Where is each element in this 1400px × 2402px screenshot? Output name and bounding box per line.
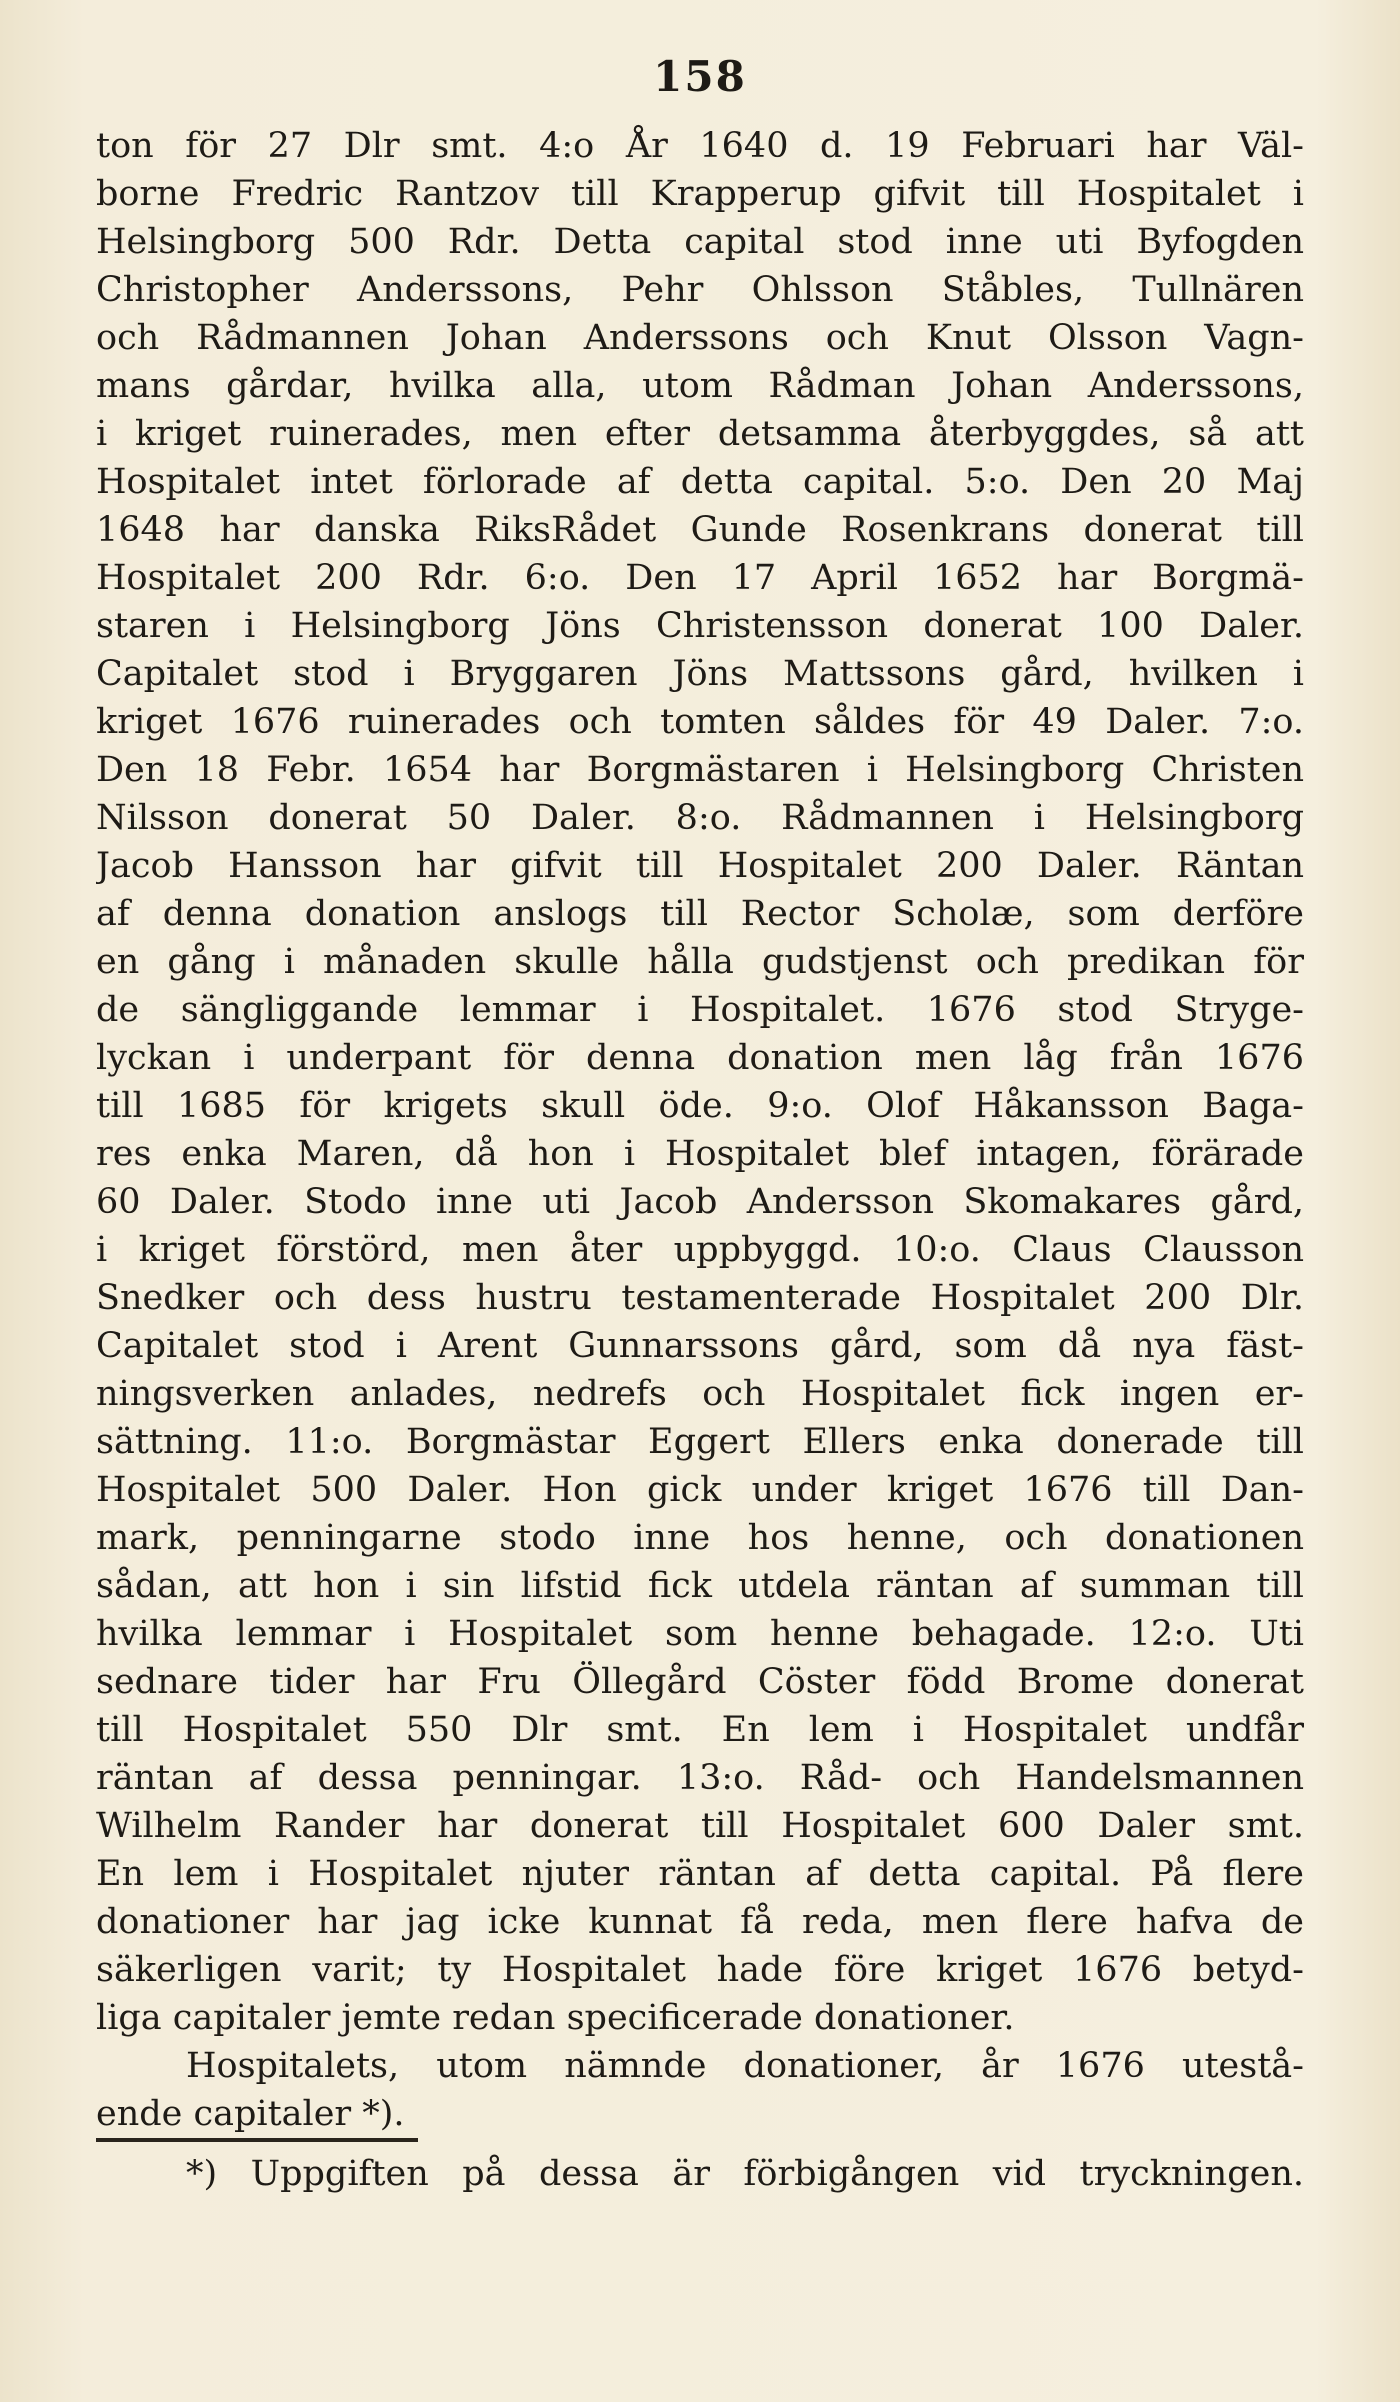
text-line: Jacob Hansson har gifvit till Hospitalet 200 Daler. Räntan [96, 846, 1304, 886]
text-line: Christopher Anderssons, Pehr Ohlsson Ståbles, Tullnären [96, 270, 1304, 310]
text-line: säkerligen varit; ty Hospitalet hade före kriget 1676 betyd- [96, 1950, 1304, 1990]
text-line: Nilsson donerat 50 Daler. 8:o. Rådmannen i Helsingborg [96, 798, 1304, 838]
text-line: Capitalet stod i Arent Gunnarssons gård, som då nya fäst- [96, 1326, 1304, 1366]
text-line: borne Fredric Rantzov till Krapperup gifvit till Hospitalet i [96, 174, 1304, 214]
text-line: Hospitalet 200 Rdr. 6:o. Den 17 April 1652 har Borgmä- [96, 558, 1304, 598]
text-line: de sängliggande lemmar i Hospitalet. 1676 stod Stryge- [96, 990, 1304, 1030]
text-line: staren i Helsingborg Jöns Christensson donerat 100 Daler. [96, 606, 1304, 646]
text-line: 60 Daler. Stodo inne uti Jacob Andersson Skomakares gård, [96, 1182, 1304, 1222]
text-line: till Hospitalet 550 Dlr smt. En lem i Hospitalet undfår [96, 1710, 1304, 1750]
page-number: 158 [653, 52, 747, 101]
text-line: Helsingborg 500 Rdr. Detta capital stod inne uti Byfogden [96, 222, 1304, 262]
text-line: Hospitalets, utom nämnde donationer, år 1676 utestå- [186, 2046, 1304, 2086]
text-line: af denna donation anslogs till Rector Scholæ, som derföre [96, 894, 1304, 934]
text-line: i kriget ruinerades, men efter detsamma återbyggdes, så att [96, 414, 1304, 454]
text-line: ningsverken anlades, nedrefs och Hospitalet fick ingen er- [96, 1374, 1304, 1414]
footnote-divider [96, 2138, 418, 2142]
text-line: ende capitaler *). [96, 2094, 405, 2134]
text-line: mark, penningarne stodo inne hos henne, och donationen [96, 1518, 1304, 1558]
body-text [96, 122, 1304, 2138]
text-line: Hospitalet intet förlorade af detta capital. 5:o. Den 20 Maj [96, 462, 1304, 502]
text-line: liga capitaler jemte redan specificerade donationer. [96, 1998, 1015, 2038]
text-line: sådan, att hon i sin lifstid fick utdela räntan af summan till [96, 1566, 1304, 1606]
text-line: sednare tider har Fru Öllegård Cöster född Brome donerat [96, 1662, 1304, 1702]
text-line: till 1685 för krigets skull öde. 9:o. Olof Håkansson Baga- [96, 1086, 1304, 1126]
text-line: en gång i månaden skulle hålla gudstjenst och predikan för [96, 942, 1304, 982]
text-line: En lem i Hospitalet njuter räntan af detta capital. På flere [96, 1854, 1304, 1894]
text-line: Wilhelm Rander har donerat till Hospitalet 600 Daler smt. [96, 1806, 1304, 1846]
text-line: räntan af dessa penningar. 13:o. Råd- och Handelsmannen [96, 1758, 1304, 1798]
text-line: hvilka lemmar i Hospitalet som henne behagade. 12:o. Uti [96, 1614, 1304, 1654]
text-line: Hospitalet 500 Daler. Hon gick under kriget 1676 till Dan- [96, 1470, 1304, 1510]
text-line: Capitalet stod i Bryggaren Jöns Mattssons gård, hvilken i [96, 654, 1304, 694]
text-line: Den 18 Febr. 1654 har Borgmästaren i Helsingborg Christen [96, 750, 1304, 790]
text-line: och Rådmannen Johan Anderssons och Knut Olsson Vagn- [96, 318, 1304, 358]
text-line: sättning. 11:o. Borgmästar Eggert Ellers enka donerade till [96, 1422, 1304, 1462]
text-line: res enka Maren, då hon i Hospitalet blef intagen, förärade [96, 1134, 1304, 1174]
text-line: 1648 har danska RiksRådet Gunde Rosenkrans donerat till [96, 510, 1304, 550]
text-line: lyckan i underpant för denna donation men låg från 1676 [96, 1038, 1304, 1078]
text-line: mans gårdar, hvilka alla, utom Rådman Johan Anderssons, [96, 366, 1304, 406]
text-line: i kriget förstörd, men åter uppbyggd. 10:o. Claus Clausson [96, 1230, 1304, 1270]
text-line: Snedker och dess hustru testamenterade Hospitalet 200 Dlr. [96, 1278, 1304, 1318]
text-line: ton för 27 Dlr smt. 4:o År 1640 d. 19 Februari har Väl- [96, 126, 1304, 166]
text-line: donationer har jag icke kunnat få reda, men flere hafva de [96, 1902, 1304, 1942]
footnote: *) Uppgiften på dessa är förbigången vid tryckningen. [186, 2154, 1304, 2194]
text-line: kriget 1676 ruinerades och tomten såldes för 49 Daler. 7:o. [96, 702, 1304, 742]
